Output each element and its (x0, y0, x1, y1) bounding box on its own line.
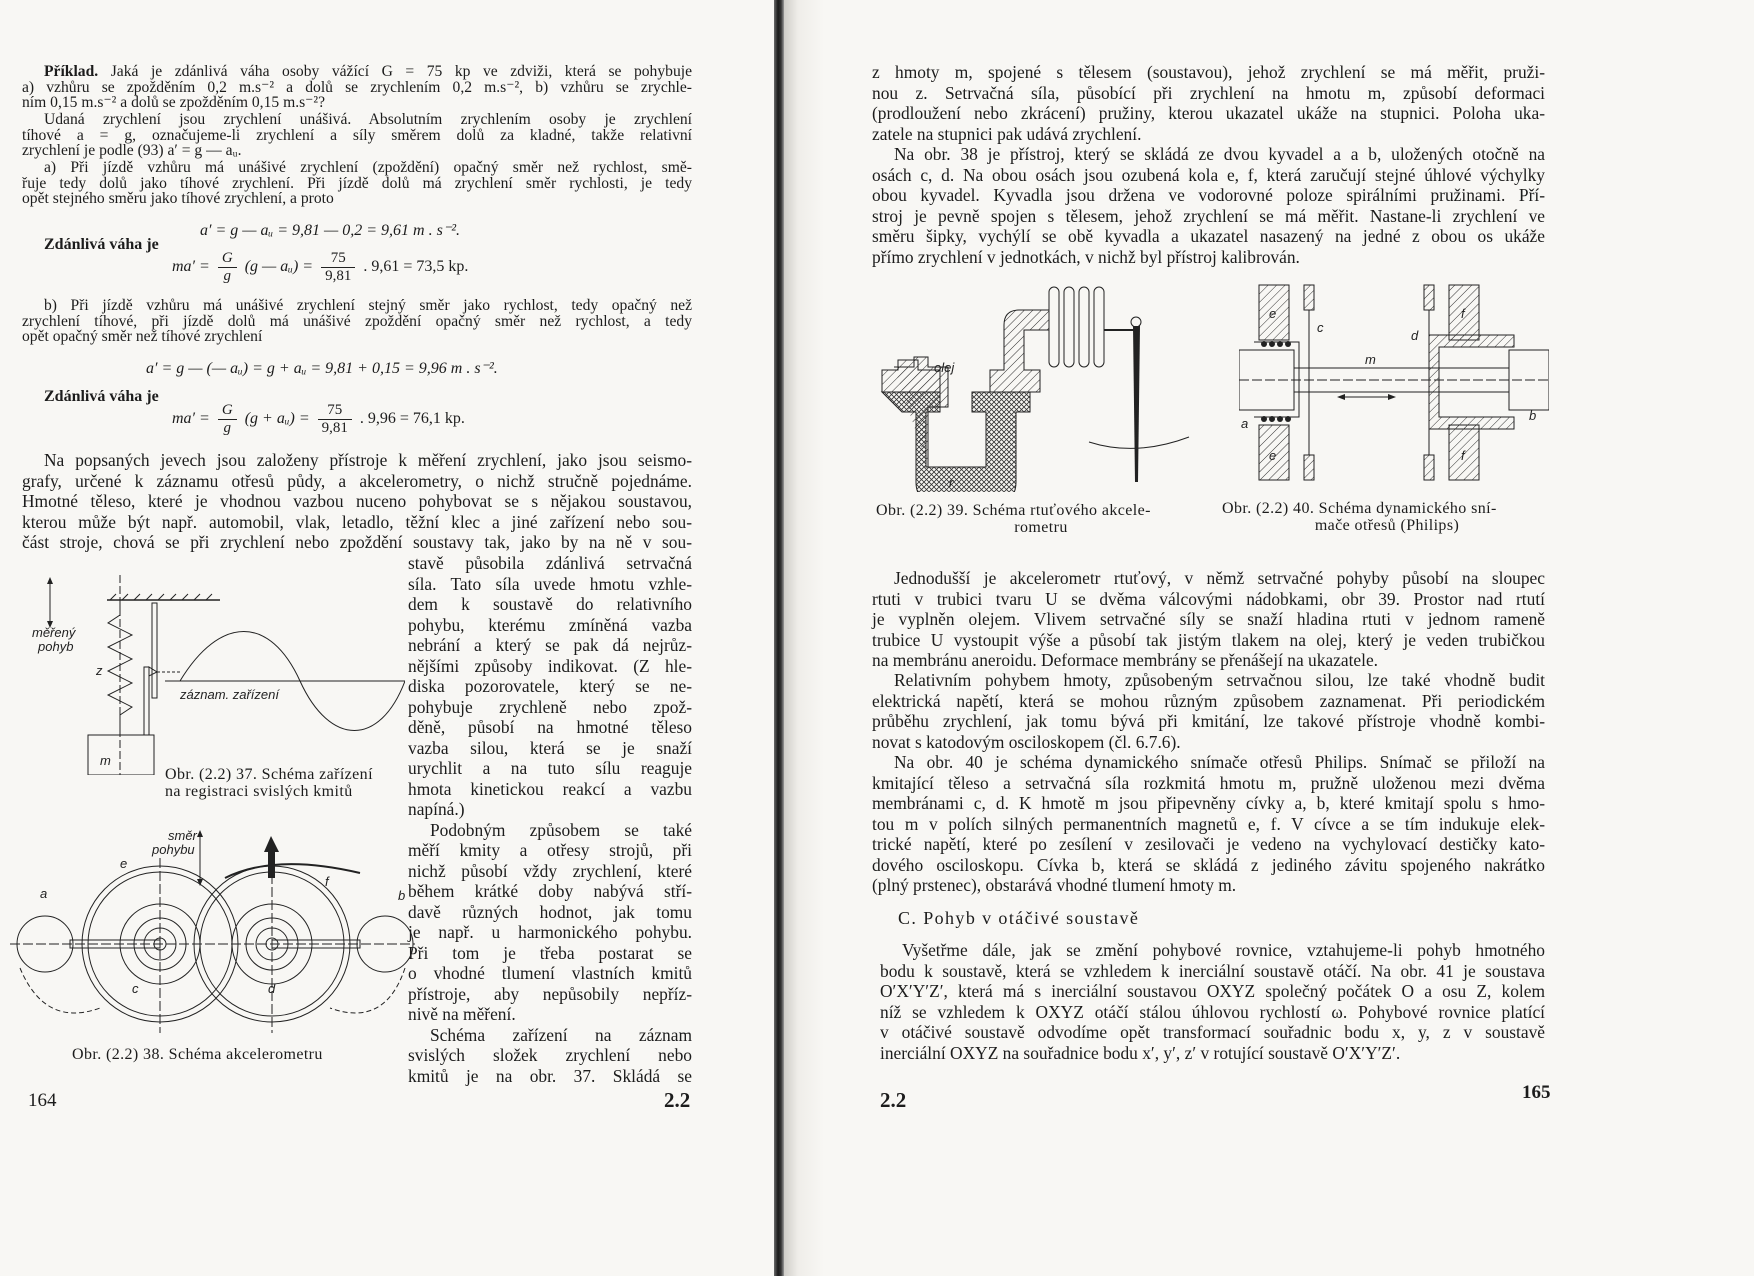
caption-line: Obr. (2.2) 40. Schéma dynamického sní- (1222, 500, 1497, 517)
fraction-numerator: G (218, 250, 237, 268)
apparent-weight-label: Zdánlivá váha je (44, 236, 159, 253)
section-number: 2.2 (664, 1088, 691, 1112)
text-line: a) vzhůru se zpožděním 0,2 m.s⁻² a dolů se zrychlením 0,2 m.s⁻², b) vzhůru se zrychle- (22, 78, 692, 96)
scale-bar (152, 603, 157, 698)
section-number: 2.2 (880, 1088, 907, 1112)
paragraph-2 (872, 144, 1545, 267)
text-line: zrychlení tíhové, při jízdě dolů má unášivé zpoždění opačný směr než rychlost, a tedy (22, 312, 692, 330)
caption-line: rometru (1014, 519, 1068, 536)
text-line: pohybu, kterému zmíněná vazba (408, 614, 692, 635)
text-line: davě různých hodnot, jak tomu (408, 901, 692, 922)
text-line: Jednodušší je akcelerometr rtuťový, v němž setrvačné pohyby působí na sloupec (894, 568, 1545, 588)
figure-39-mercury-accelerometer (874, 282, 1214, 492)
text-line: je vyplněn olejem. Vlivem setrvačné síly se snaží hladina rtuti v jednom rameně (872, 609, 1545, 629)
text-line: Relativním pohybem hmoty, způsobeným setrvačnou silou, lze také vhodně budit (894, 670, 1545, 690)
paragraph-6 (880, 940, 1545, 1063)
text-line: Podobným způsobem se také (430, 819, 692, 840)
text-line: grafy, určené k záznamu otřesů půdy, a akcelerometry, o nichž stručně pojednáme. (22, 470, 692, 491)
text-line: bodu k soustavě, která se vzhledem k inerciální soustavě otáčí. Na obr. 41 je soustava (880, 960, 1545, 981)
text-line: hmota kinetickou reakcí a vazbu (408, 778, 692, 799)
text-line: stroj je pevně spojen s tělesem, jehož zrychlení se má měřit. Nastane-li zrychlení ve (872, 205, 1545, 226)
label-mass: m (100, 753, 111, 768)
label-e: e (1269, 448, 1277, 463)
text-line: b) Při jízdě vzhůru má unášivé zrychlení stejný směr jako rychlost, tedy opačný než (44, 297, 692, 314)
text-line: Při tom je třeba postarat se (408, 942, 692, 963)
fraction-numerator: 75 (321, 250, 355, 268)
label-d: d (1411, 328, 1419, 343)
text-line: diska pozorovatele, který se ne- (408, 676, 692, 696)
text-line: trubice U vystoupit výše a působí tak jistým tlakem na olej, který je veden trubičkou (872, 629, 1545, 650)
text-line: měří kmity a otřesy strojů, při (408, 840, 692, 860)
text-line: (prodloužení nebo zkrácení) pružiny, kterou ukazatel ukáže na stupnici. Poloha uka- (872, 103, 1545, 123)
label-mercury: r (949, 475, 954, 490)
figure-40-vibration-pickup (1239, 280, 1549, 490)
label-a: a (40, 886, 48, 901)
figure-38-accelerometer (10, 828, 415, 1043)
eq-lhs: ma′ = (172, 410, 210, 428)
caption-line: na registraci svislých kmitů (165, 783, 353, 800)
text-line: Na obr. 40 je schéma dynamického snímače otřesů Philips. Snímač se přiloží na (894, 752, 1545, 772)
text-line: ním 0,15 m.s⁻² a dolů se zpožděním 0,15 m.s⁻²? (22, 94, 325, 112)
text-line: tíhové a = g, označujeme-li zrychlení a síly směrem dolů za kladné, takže relativní (22, 126, 692, 144)
caption-line: Obr. (2.2) 37. Schéma zařízení (165, 766, 373, 783)
section-heading: C. Pohyb v otáčivé soustavě (898, 908, 1140, 928)
example-problem (22, 64, 692, 111)
scale-arc (1089, 437, 1189, 448)
text-line: nichž působí vždy zrychlení, které (408, 860, 692, 881)
text-line: trické napětí, které po zesílení v zesilovači je vedeno na vychylovací destičky kato- (872, 834, 1545, 854)
label-d: d (268, 981, 276, 996)
column-paragraph-2 (408, 820, 692, 1025)
text-line: zatele na stupnici pak udává zrychlení. (872, 123, 1142, 144)
text-line: dového osciloskopu. Cívka b, která se skládá z jediného závitu spojeného nakrátko (872, 854, 1545, 875)
label-recorder: záznam. zařízení (180, 687, 279, 702)
eq-lhs: ma′ = (172, 258, 210, 276)
text-line: průběhu zrychlení, jak tomu bývá při kmitání, lze takové přístroje vhodně kombi- (872, 711, 1545, 731)
text-line: vazba silou, která se je snaží (408, 737, 692, 758)
figure-40-caption (1222, 500, 1552, 534)
text-line: O′X′Y′Z′, která má s inerciální soustavou OXYZ společný počátek O a osu Z, kolem (880, 981, 1545, 1001)
text-line (22, 64, 692, 80)
text-line: Na obr. 38 je přístroj, který se skládá ze dvou kyvadel a a b, uložených otočně na (894, 144, 1545, 164)
text-line: napíná.) (408, 799, 465, 819)
caption-line: mače otřesů (Philips) (1314, 517, 1460, 534)
text-line: kterou může být např. automobil, vlak, letadlo, těžní klec a jiné zařízení nebo sou- (22, 511, 692, 532)
fraction-denominator: g (223, 268, 232, 284)
text-line: dem k soustavě do relativního (408, 594, 692, 614)
label-f: f (1461, 448, 1465, 463)
text-line: zrychlení je podle (93) a′ = g — aᵤ. (22, 142, 242, 160)
text-line: níž se vzhledem k OXYZ otáčí stálou úhlovou rychlostí ω. Pohybové rovnice platící (880, 1001, 1545, 1022)
example-part-a (22, 160, 692, 207)
text-line: kmitající těleso a setrvačná síla rozkmitá hmotu m, pružně uloženou mezi dvěma (872, 772, 1545, 793)
equation-3: a′ = g — (— aᵤ) = g + aᵤ = 9,81 + 0,15 = 9,96 m . s⁻². (146, 360, 498, 377)
text-line: část stroje, chová se při zrychlení nebo zpoždění soustavy tak, jako by na ně v sou- (22, 532, 692, 552)
column-paragraph-1 (408, 553, 692, 820)
apparent-weight-label: Zdánlivá váha je (44, 388, 159, 405)
figure-38-caption: Obr. (2.2) 38. Schéma akcelerometru (72, 1046, 323, 1063)
page-number: 164 (28, 1090, 57, 1111)
label-e: e (120, 856, 128, 871)
eq-rhs: . 9,96 = 76,1 kp. (359, 410, 465, 428)
text-line: síla. Tato síla uvede hmotu vzhle- (408, 573, 692, 594)
label-a: a (1241, 416, 1249, 431)
text-line: elektrická napětí, která se mohou různým způsobem zaznamenat. Při periodickém (872, 690, 1545, 711)
text-line: (plný prstenec), obstarává vhodné tlumení hmoty m. (872, 875, 1237, 895)
label-measured: měřený (32, 625, 76, 640)
text-line: tou m v polích silných permanentních magnetů e, f. V cívce a se tím indukuje elek- (872, 813, 1545, 834)
text-line: Na popsaných jevech jsou založeny přístroje k měření zrychlení, jako jsou seismo- (44, 450, 692, 470)
text-line: Hmotné těleso, které je vhodnou vazbou nuceno pohybovat se s nějakou soustavou, (22, 491, 692, 511)
equation-1: a′ = g — aᵤ = 9,81 — 0,2 = 9,61 m . s⁻². (200, 222, 461, 239)
left-page (0, 0, 776, 1276)
text-line: obou kyvadel. Kyvadla jsou držena ve vodorovné poloze spirálními pružinami. Pří- (872, 185, 1545, 205)
text-line: opět stejného směru jako tíhové zrychlení, a proto (22, 190, 334, 208)
body-column (408, 553, 692, 1086)
example-lead: Příklad. (44, 63, 99, 80)
text-line: osách c, d. Na obou osách jsou ozubená kola e, f, která zaručují stejné úhlové výchylky (872, 164, 1545, 185)
mass-block (88, 735, 154, 775)
equation-4 (172, 402, 465, 437)
text-line: v otáčivé soustavě odvodíme opět transformací souřadnic bodu x, y, z v soustavě (880, 1022, 1545, 1042)
text-line: opět opačný směr než tíhové zrychlení (22, 328, 263, 346)
text-line: nivě na měření. (408, 1004, 516, 1024)
body-paragraph (22, 450, 692, 553)
label-e: e (1269, 306, 1277, 321)
label-oil: olej (934, 360, 955, 375)
pointer-needle (1133, 326, 1140, 482)
text-line: přístroje, aby nepůsobily nepříz- (408, 983, 692, 1004)
figure-37-vibration-recorder (30, 575, 405, 775)
label-motion: pohyb (38, 639, 74, 654)
label-direction: směr (168, 828, 197, 843)
text-line: během krátké doby nabývá stří- (408, 881, 692, 901)
text-line: na membránu aneroidu. Deformace membrány se přenášejí na ukazatele. (872, 650, 1379, 670)
text-line: membránami c, d. K hmotě m jsou připevněny cívky a, b, které kmitají spolu s hmo- (872, 793, 1545, 813)
fraction-denominator: 9,81 (325, 268, 352, 284)
label-c: c (1317, 320, 1324, 335)
text-line-content: Jaká je zdánlivá váha osoby vážící G = 75 kp ve zdviži, která se pohybuje (110, 63, 692, 80)
text-line: svislých složek zrychlení nebo (408, 1045, 692, 1065)
eq-middle: (g — aᵤ) = (244, 258, 314, 276)
text-line: nějšími způsoby indikovat. (Z hle- (408, 655, 692, 676)
text-line: přímo zrychlení v jednotkách, v nichž byl přístroj kalibrován. (872, 246, 1300, 267)
text-line: směru šipky, vychýlí se obě kyvadla a ukazatel nasazený na jedné z obou os ukáže (872, 226, 1545, 246)
label-f: f (1461, 306, 1465, 321)
fraction-denominator: 9,81 (321, 420, 348, 436)
text-line: kmitů je na obr. 37. Skládá se (408, 1065, 692, 1086)
paragraph-3 (872, 568, 1545, 671)
text-line: nebrání a který se pak dá nejrůz- (408, 635, 692, 655)
text-line: řuje tedy dolů jako tíhové zrychlení. Při jízdě dolů má zrychlení směr rychlosti, je tedy (22, 174, 692, 192)
fraction-denominator: g (223, 420, 232, 436)
column-paragraph-3 (408, 1025, 692, 1087)
text-line: nou z. Setrvačná síla, působící při zrychlení na hmotu m, způsobí deformaci (872, 82, 1545, 103)
text-line: Udaná zrychlení jsou zrychlení unášivá. Absolutním zrychlením osoby je zrychlení (44, 111, 692, 128)
text-line: inerciální OXYZ na souřadnice bodu x′, y′, z′ v rotující soustavě O′X′Y′Z′. (880, 1042, 1401, 1063)
label-spring: z (96, 663, 103, 678)
text-line: pohybuje zrychleně nebo zpož- (408, 696, 692, 717)
fraction-numerator: G (218, 402, 237, 420)
figure-37-caption (165, 766, 373, 800)
oil-left (882, 360, 940, 392)
book-spine (774, 0, 784, 1276)
text-line: o vhodné tlumení vlastních kmitů (408, 963, 692, 983)
figure-39-caption (876, 502, 1206, 536)
example-solution (22, 112, 692, 159)
paragraph-4 (872, 670, 1545, 752)
example-part-b (22, 298, 692, 345)
text-line: stavě působila zdánlivá setrvačná (408, 553, 692, 573)
fraction-numerator: 75 (318, 402, 352, 420)
eq-middle: (g + aᵤ) = (244, 410, 310, 428)
mercury-u-tube (882, 392, 1030, 492)
text-line: rtuti v trubici tvaru U se dvěma válcovými nádobkami, obr 39. Prostor nad rtutí (872, 588, 1545, 609)
oil-right (990, 310, 1049, 392)
text-line: novat s katodovým osciloskopem (čl. 6.7.6). (872, 731, 1181, 752)
label-b: b (398, 888, 406, 903)
label-f: f (325, 874, 329, 889)
label-motion: pohybu (152, 842, 195, 857)
text-line: Vyšetřme dále, jak se změní pohybové rovnice, vztahujeme-li pohyb hmotného (902, 940, 1545, 960)
right-page (784, 0, 1754, 1276)
pointer-rod (144, 667, 149, 735)
page-number: 165 (1522, 1082, 1551, 1103)
text-line: a) Při jízdě vzhůru má unášivé zrychlení (zpoždění) opačný směr než rychlost, smě- (44, 159, 692, 176)
equation-2 (172, 250, 468, 285)
eq-rhs: . 9,61 = 73,5 kp. (363, 258, 469, 276)
text-line: je např. u harmonického pohybu. (408, 922, 692, 942)
paragraph-5 (872, 752, 1545, 896)
paragraph-1 (872, 62, 1545, 144)
text-line: Schéma zařízení na záznam (430, 1024, 692, 1045)
caption-line: Obr. (2.2) 39. Schéma rtuťového akcele- (876, 502, 1151, 519)
text-line: z hmoty m, spojené s tělesem (soustavou), jehož zrychlení se má měřit, pruži- (872, 62, 1545, 82)
label-c: c (132, 981, 139, 996)
text-line: urychlit a na tuto sílu reaguje (408, 758, 692, 778)
text-line: děně, působí na hmotné těleso (408, 717, 692, 737)
label-b: b (1529, 408, 1537, 423)
label-m: m (1365, 352, 1376, 367)
